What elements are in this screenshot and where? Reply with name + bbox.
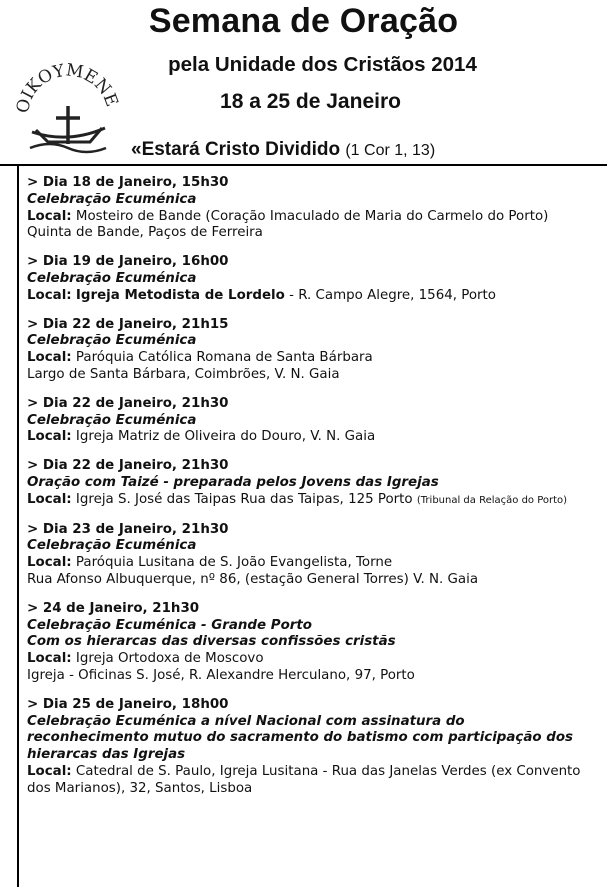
event-date: > Dia 25 de Janeiro, 18h00 xyxy=(27,696,229,712)
event-date: > 24 de Janeiro, 21h30 xyxy=(27,600,200,616)
location-text: Paróquia Católica Romana de Santa Bárbara xyxy=(75,350,373,366)
event-title: Celebração Ecuménica xyxy=(27,270,197,286)
event-item xyxy=(27,317,605,384)
local-label: Local: xyxy=(27,555,72,571)
event-title: Celebração Ecuménica - Grande Porto xyxy=(27,617,312,633)
event-title: Oração com Taizé - preparada pelos Jovens das Igrejas xyxy=(27,474,439,490)
event-location-extra: Igreja - Oficinas S. José, R. Alexandre Herculano, 97, Porto xyxy=(27,667,415,683)
local-label: Local: xyxy=(27,763,72,779)
event-title: Celebração Ecuménica xyxy=(27,412,197,428)
event-date: > Dia 19 de Janeiro, 16h00 xyxy=(27,254,229,270)
event-date: > Dia 22 de Janeiro, 21h30 xyxy=(27,458,229,474)
location-text: Igreja Ortodoxa de Moscovo xyxy=(75,651,264,667)
event-item xyxy=(27,697,605,798)
event-location-extra: Quinta de Bande, Paços de Ferreira xyxy=(27,225,263,241)
event-date: > Dia 18 de Janeiro, 15h30 xyxy=(27,175,229,190)
event-title: Celebração Ecuménica xyxy=(27,333,197,349)
local-label: Local: xyxy=(27,287,72,303)
motto xyxy=(131,139,435,161)
left-margin-line xyxy=(17,164,19,887)
event-location xyxy=(27,651,605,668)
logo-text: OIKOYMENE xyxy=(12,60,122,116)
local-label: Local: xyxy=(27,651,72,667)
event-location xyxy=(27,764,605,798)
motto-text: «Estará Cristo Dividido xyxy=(131,139,341,160)
location-text: Mosteiro de Bande (Coração Imaculado de Maria do Carmelo do Porto) xyxy=(75,208,549,224)
event-location xyxy=(27,288,605,305)
event-location xyxy=(27,555,605,572)
local-label: Local: xyxy=(27,429,72,445)
header xyxy=(0,0,607,168)
event-title: Celebração Ecuménica a nível Nacional com assinatura do xyxy=(27,713,465,729)
event-date: > Dia 22 de Janeiro, 21h30 xyxy=(27,395,229,411)
header-divider xyxy=(0,164,607,166)
location-note: (Tribunal da Relação do Porto) xyxy=(416,494,568,506)
page-title: Semana de Oração xyxy=(148,2,459,40)
event-item xyxy=(27,601,605,685)
event-location xyxy=(27,209,605,226)
event-item xyxy=(27,396,605,446)
event-item xyxy=(27,458,605,509)
event-dates: 18 a 25 de Janeiro xyxy=(220,90,401,113)
event-date: > Dia 23 de Janeiro, 21h30 xyxy=(27,521,229,537)
location-text: Igreja Matriz de Oliveira do Douro, V. N. Gaia xyxy=(75,429,376,445)
local-label: Local: xyxy=(27,350,72,366)
event-title: Celebração Ecuménica xyxy=(27,538,197,554)
event-title: Celebração Ecuménica xyxy=(27,191,197,207)
event-location xyxy=(27,492,605,510)
event-location xyxy=(27,350,605,367)
motto-reference: (1 Cor 1, 13) xyxy=(345,142,436,159)
page-subtitle: pela Unidade dos Cristãos 2014 xyxy=(168,53,477,76)
event-location-extra: Largo de Santa Bárbara, Coimbrões, V. N. Gaia xyxy=(27,366,340,382)
local-label: Local: xyxy=(27,208,72,224)
location-text: - R. Campo Alegre, 1564, Porto xyxy=(284,287,496,303)
event-title-line: Com os hierarcas das diversas confissões cristãs xyxy=(27,634,396,650)
location-text: Igreja S. José das Taipas Rua das Taipas, 125 Porto xyxy=(75,491,417,507)
event-item xyxy=(27,254,605,304)
event-list xyxy=(27,175,605,810)
location-text: Catedral de S. Paulo, Igreja Lusitana - Rua das Janelas Verdes (ex Convento dos Marianos), 32, Santos, Lisboa xyxy=(27,763,581,796)
event-date: > Dia 22 de Janeiro, 21h15 xyxy=(27,316,229,332)
event-location xyxy=(27,429,605,446)
event-item xyxy=(27,175,605,242)
event-title-line: reconhecimento mutuo do sacramento do batismo com participação dos xyxy=(27,730,574,746)
local-label: Local: xyxy=(27,491,72,507)
event-location-extra: Rua Afonso Albuquerque, nº 86, (estação General Torres) V. N. Gaia xyxy=(27,571,479,587)
event-title-line: hierarcas das Igrejas xyxy=(27,747,186,763)
location-name: Igreja Metodista de Lordelo xyxy=(75,287,285,303)
location-text: Paróquia Lusitana de S. João Evangelista, Torne xyxy=(75,555,393,571)
event-item xyxy=(27,522,605,589)
